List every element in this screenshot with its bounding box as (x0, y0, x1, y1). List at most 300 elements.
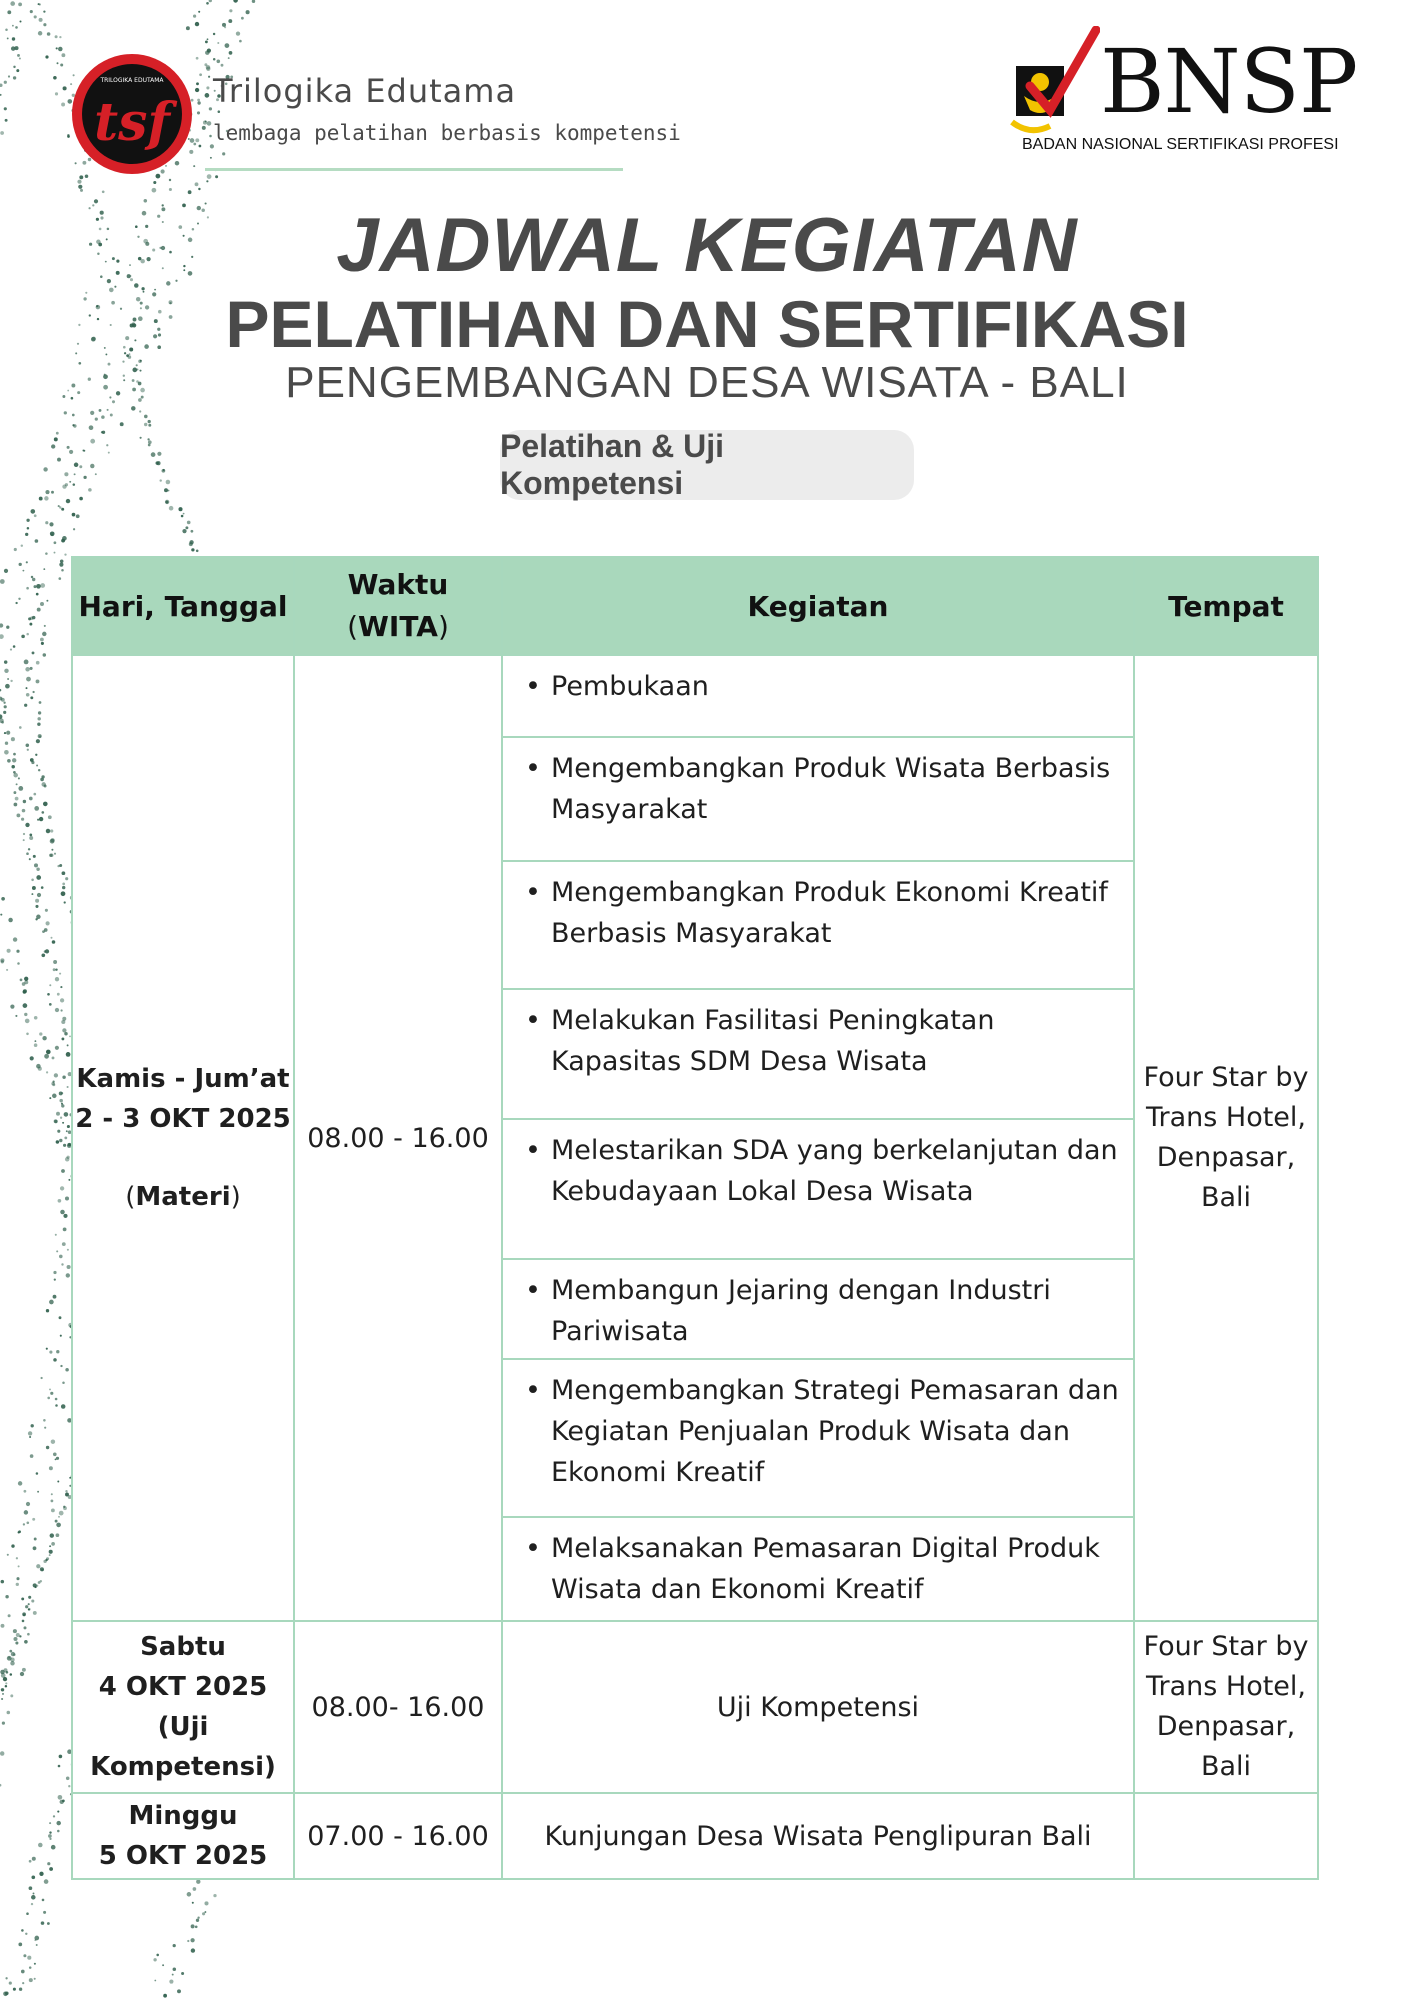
decor-dot (28, 848, 30, 850)
decor-dot (204, 1911, 206, 1913)
decor-dot (73, 528, 75, 530)
place-line: Bali (1200, 1182, 1252, 1213)
decor-dot (164, 488, 168, 492)
decor-dot (51, 1542, 55, 1546)
decor-dot (58, 1765, 61, 1768)
decor-dot (7, 37, 9, 39)
decor-dot (55, 35, 58, 38)
decor-dot (53, 960, 57, 964)
decor-dot (34, 1963, 36, 1965)
decor-dot (61, 1009, 63, 1011)
place-line: Trans Hotel, (1145, 1671, 1307, 1702)
decor-dot (191, 548, 194, 551)
decor-dot (34, 806, 39, 811)
activity-item (502, 1517, 1134, 1621)
decor-dot (5, 1991, 9, 1995)
decor-dot (31, 576, 33, 578)
decor-dot (59, 1755, 63, 1759)
decor-dot (1, 1688, 4, 1691)
decor-dot (61, 53, 65, 57)
decor-dot (72, 424, 74, 426)
decor-dot (61, 103, 65, 107)
decor-dot (51, 1439, 55, 1443)
decor-dot (49, 1822, 51, 1824)
decor-dot (49, 1550, 53, 1554)
decor-dot (72, 414, 75, 417)
decor-dot (13, 645, 16, 648)
decor-dot (106, 444, 108, 446)
decor-dot (11, 46, 15, 50)
decor-dot (66, 499, 70, 503)
decor-dot (10, 680, 12, 682)
decor-dot (79, 465, 82, 468)
decor-dot (12, 25, 14, 27)
decor-dot (54, 1119, 58, 1123)
decor-dot (62, 1122, 64, 1124)
decor-dot (168, 490, 170, 492)
decor-dot (36, 765, 38, 767)
decor-dot (13, 791, 16, 794)
decor-dot (107, 409, 109, 411)
activity-text: Membangun Jejaring dengan Industri Pariwisata (551, 1275, 1051, 1347)
decor-dot (44, 1427, 46, 1429)
decor-dot (40, 602, 44, 606)
decor-dot (10, 649, 12, 651)
decor-dot (44, 1054, 49, 1059)
decor-dot (49, 1838, 51, 1840)
decor-dot (39, 18, 43, 22)
decor-dot (183, 513, 185, 515)
decor-dot (37, 717, 40, 720)
decor-dot (21, 1929, 24, 1932)
decor-dot (25, 667, 30, 672)
decor-dot (55, 1008, 59, 1012)
decor-dot (11, 1544, 14, 1547)
decor-dot (156, 1954, 159, 1957)
program-badge: Pelatihan & Uji Kompetensi (500, 430, 914, 500)
decor-dot (45, 490, 49, 494)
decor-dot (34, 1043, 38, 1047)
decor-dot (45, 521, 48, 524)
decor-dot (6, 731, 10, 735)
decor-dot (38, 3, 40, 5)
decor-dot (53, 968, 56, 971)
logo-letters: tsf (94, 92, 170, 153)
decor-dot (50, 829, 53, 832)
decor-dot (64, 472, 68, 476)
decor-dot (22, 1668, 26, 1672)
decor-dot (61, 1263, 63, 1265)
decor-dot (5, 1595, 8, 1598)
decor-dot (5, 1685, 7, 1687)
decor-dot (56, 432, 59, 435)
decor-dot (36, 679, 40, 683)
bullet-icon: • (525, 1275, 541, 1306)
decor-dot (13, 1637, 17, 1641)
decor-dot (83, 476, 86, 479)
decor-dot (49, 984, 51, 986)
decor-dot (209, 135, 212, 138)
decor-dot (61, 1037, 64, 1040)
decor-dot (213, 1894, 216, 1897)
decor-dot (39, 736, 41, 738)
brand-name: Trilogika Edutama (213, 72, 517, 110)
decor-dot (64, 1136, 67, 1139)
decor-dot (11, 1652, 15, 1656)
decor-dot (34, 1936, 39, 1941)
decor-dot (30, 667, 33, 670)
decor-dot (4, 569, 8, 573)
decor-dot (197, 99, 200, 102)
decor-dot (58, 1516, 60, 1518)
decor-dot (30, 10, 33, 13)
decor-dot (53, 76, 57, 80)
decor-dot (181, 1972, 184, 1975)
decor-dot (27, 1956, 31, 1960)
decor-dot (46, 1348, 48, 1350)
decor-dot (31, 879, 34, 882)
decor-dot (29, 1966, 32, 1969)
brand-underline (205, 168, 623, 171)
decor-dot (18, 2, 22, 6)
decor-dot (61, 539, 65, 543)
decor-dot (195, 88, 199, 92)
decor-dot (148, 424, 151, 427)
day-cell-materi (72, 655, 294, 1621)
decor-dot (47, 1862, 50, 1865)
decor-dot (61, 508, 64, 511)
decor-dot (74, 473, 76, 475)
decor-dot (64, 411, 67, 414)
decor-dot (148, 444, 151, 447)
decor-dot (10, 1694, 13, 1697)
decor-dot (49, 1466, 53, 1470)
decor-dot (177, 1989, 181, 1993)
decor-dot (204, 63, 207, 66)
decor-dot (63, 1214, 67, 1218)
decor-dot (40, 1567, 44, 1571)
decor-dot (54, 1278, 56, 1280)
decor-dot (16, 1633, 20, 1637)
decor-dot (15, 797, 19, 801)
decor-dot (40, 583, 45, 588)
decor-dot (52, 1094, 57, 1099)
decor-dot (59, 36, 61, 38)
decor-dot (38, 769, 40, 771)
activity-item (502, 737, 1134, 861)
decor-dot (83, 450, 85, 452)
decor-dot (26, 633, 29, 636)
decor-dot (4, 660, 7, 663)
decor-dot (42, 1899, 45, 1902)
decor-dot (148, 440, 152, 444)
decor-dot (31, 1424, 34, 1427)
decor-dot (35, 754, 37, 756)
decor-dot (65, 1196, 69, 1200)
decor-dot (0, 958, 4, 962)
day-line1: Minggu (128, 1801, 238, 1831)
decor-dot (60, 1335, 62, 1337)
place-line: Four Star by (1143, 1631, 1309, 1662)
decor-dot (24, 1640, 28, 1644)
decor-dot (49, 1097, 51, 1099)
decor-dot (26, 1912, 29, 1915)
decor-dot (46, 1050, 51, 1055)
activity-text: Mengembangkan Produk Wisata Berbasis Masyarakat (551, 753, 1111, 825)
decor-dot (40, 1580, 42, 1582)
decor-dot (47, 1922, 50, 1925)
decor-dot (206, 67, 210, 71)
decor-dot (196, 57, 199, 60)
decor-dot (202, 126, 206, 130)
place-line: Trans Hotel, (1145, 1102, 1307, 1133)
decor-dot (51, 1845, 56, 1850)
decor-dot (17, 54, 20, 57)
decor-dot (18, 786, 23, 791)
decor-dot (48, 1834, 52, 1838)
decor-dot (15, 26, 18, 29)
activity-item (502, 655, 1134, 737)
decor-dot (9, 1650, 12, 1653)
decor-dot (59, 1255, 63, 1259)
decor-dot (51, 491, 54, 494)
page-title: JADWAL KEGIATAN (336, 203, 1078, 288)
decor-dot (25, 1605, 28, 1608)
decor-dot (34, 585, 37, 588)
decor-dot (32, 886, 36, 890)
decor-dot (26, 519, 29, 522)
decor-dot (205, 40, 208, 43)
decor-dot (41, 775, 44, 778)
decor-dot (1, 1624, 5, 1628)
day-line3: (Uji Kompetensi) (90, 1712, 276, 1782)
decor-dot (36, 1944, 38, 1946)
decor-dot (4, 750, 9, 755)
decor-dot (36, 584, 41, 589)
decor-dot (61, 1404, 66, 1409)
decor-dot (33, 855, 36, 858)
decor-dot (43, 802, 48, 807)
decor-dot (35, 539, 39, 543)
decor-dot (12, 758, 16, 762)
header-time-open: ( (347, 610, 359, 643)
decor-dot (195, 22, 199, 26)
decor-dot (45, 949, 49, 953)
decor-dot (148, 420, 151, 423)
decor-dot (217, 60, 221, 64)
decor-dot (221, 64, 224, 67)
decor-dot (64, 1112, 69, 1117)
decor-dot (139, 410, 141, 412)
decor-dot (90, 464, 94, 468)
decor-dot (16, 1557, 18, 1559)
decor-dot (140, 437, 142, 439)
decor-dot (205, 93, 210, 98)
decor-dot (199, 73, 202, 76)
decor-dot (34, 863, 38, 867)
decor-dot (193, 14, 196, 17)
decor-dot (41, 642, 44, 645)
decor-dot (198, 188, 200, 190)
decor-dot (76, 514, 80, 518)
decor-dot (49, 1388, 51, 1390)
decor-dot (31, 893, 33, 895)
decor-dot (60, 1365, 62, 1367)
place-line: Four Star by (1143, 1062, 1309, 1093)
header-place: Tempat (1134, 557, 1318, 655)
decor-dot (36, 1064, 41, 1069)
decor-dot (43, 568, 45, 570)
decor-dot (47, 993, 50, 996)
decor-dot (60, 1800, 64, 1804)
decor-dot (26, 1033, 29, 1036)
decor-dot (3, 1677, 7, 1681)
header-time (294, 557, 502, 655)
decor-dot (228, 19, 232, 23)
decor-dot (69, 481, 71, 483)
decor-dot (22, 809, 26, 813)
decor-dot (198, 11, 200, 13)
decor-dot (2, 1693, 4, 1695)
decor-dot (209, 0, 212, 2)
decor-dot (57, 1481, 59, 1483)
decor-dot (7, 1554, 9, 1556)
decor-dot (55, 1520, 58, 1523)
decor-dot (151, 452, 156, 457)
bullet-icon: • (525, 1375, 541, 1406)
decor-dot (206, 180, 208, 182)
decor-dot (246, 10, 250, 14)
decor-dot (22, 1620, 25, 1623)
decor-dot (58, 1795, 63, 1800)
decor-dot (187, 521, 191, 525)
decor-dot (64, 553, 66, 555)
decor-dot (35, 905, 38, 908)
decor-dot (46, 1071, 48, 1073)
decor-dot (5, 1682, 7, 1684)
decor-dot (32, 651, 35, 654)
decor-dot (224, 26, 226, 28)
decor-dot (63, 86, 67, 90)
decor-dot (59, 1511, 64, 1516)
decor-dot (62, 883, 65, 886)
decor-dot (57, 1130, 60, 1133)
decor-dot (3, 702, 5, 704)
decor-dot (13, 937, 17, 941)
decor-dot (51, 937, 53, 939)
decor-dot (6, 969, 8, 971)
decor-dot (24, 1626, 27, 1629)
decor-dot (36, 875, 41, 880)
logo-small-text: TRILOGIKA EDUTAMA (100, 77, 164, 84)
decor-dot (23, 1954, 26, 1957)
decor-dot (59, 563, 63, 567)
decor-dot (16, 1577, 19, 1580)
decor-dot (1, 897, 5, 901)
decor-dot (187, 1940, 189, 1942)
decor-dot (7, 10, 11, 14)
decor-dot (60, 64, 63, 67)
decor-dot (5, 684, 10, 689)
decor-dot (46, 600, 48, 602)
header-day: Hari, Tanggal (72, 557, 294, 655)
decor-dot (64, 901, 66, 903)
decor-dot (34, 514, 37, 517)
decor-dot (1, 1698, 3, 1700)
day-note-close: ) (230, 1182, 241, 1212)
decor-dot (4, 81, 7, 84)
bullet-icon: • (525, 1533, 541, 1564)
decor-dot (88, 488, 92, 492)
decor-dot (23, 1613, 26, 1616)
decor-dot (37, 819, 39, 821)
decor-dot (37, 1491, 39, 1493)
decor-dot (206, 86, 209, 89)
bnsp-emblem-icon (1010, 26, 1100, 138)
decor-dot (55, 1046, 59, 1050)
decor-dot (78, 185, 82, 189)
decor-dot (46, 1446, 49, 1449)
decor-dot (34, 1538, 37, 1541)
decor-dot (0, 634, 4, 639)
decor-dot (18, 1943, 22, 1947)
decor-dot (4, 669, 8, 673)
decor-dot (30, 1454, 34, 1458)
decor-dot (222, 152, 225, 155)
decor-dot (185, 526, 188, 529)
decor-dot (62, 1075, 65, 1078)
decor-dot (57, 62, 59, 64)
decor-dot (49, 1545, 51, 1547)
header-time-close: ) (437, 610, 449, 643)
decor-dot (101, 415, 105, 419)
decor-dot (33, 793, 36, 796)
decor-dot (36, 1585, 38, 1587)
bullet-icon: • (525, 1135, 541, 1166)
decor-dot (13, 753, 16, 756)
decor-dot (55, 1398, 58, 1401)
decor-dot (36, 661, 40, 665)
day-note-open: ( (125, 1182, 136, 1212)
decor-dot (53, 1358, 57, 1362)
decor-dot (215, 175, 218, 178)
decor-dot (182, 529, 186, 533)
decor-dot (66, 1130, 68, 1132)
decor-dot (36, 1472, 39, 1475)
decor-dot (13, 1629, 17, 1633)
decor-dot (53, 1452, 57, 1456)
day-cell-uji (72, 1621, 294, 1793)
decor-dot (55, 968, 57, 970)
decor-dot (28, 1431, 32, 1435)
decor-dot (45, 55, 48, 58)
decor-dot (13, 76, 16, 79)
decor-dot (25, 1019, 30, 1024)
decor-dot (15, 602, 17, 604)
decor-dot (169, 188, 172, 191)
decor-dot (173, 1967, 177, 1971)
decor-dot (66, 1052, 71, 1057)
decor-dot (12, 37, 15, 40)
decor-dot (144, 415, 148, 419)
decor-dot (29, 1860, 32, 1863)
decor-dot (54, 1073, 58, 1077)
decor-dot (56, 1821, 60, 1825)
decor-dot (59, 973, 61, 975)
decor-dot (63, 1506, 65, 1508)
decor-dot (37, 722, 40, 725)
header-time-line1: Waktu (347, 568, 449, 601)
